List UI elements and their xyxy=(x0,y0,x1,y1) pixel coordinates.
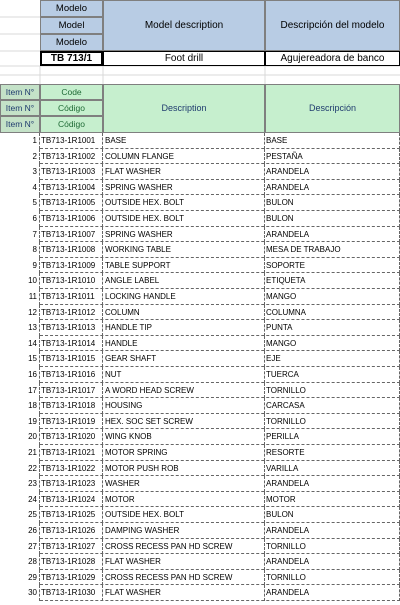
table-row xyxy=(0,507,400,523)
part-description-es: BASE xyxy=(265,133,400,149)
item-number-header-es-2: Item N° xyxy=(0,116,40,133)
part-code: TB713-1R1025 xyxy=(40,507,103,523)
table-row xyxy=(0,133,400,149)
part-description: MOTOR SPRING xyxy=(103,445,265,461)
part-code: TB713-1R1019 xyxy=(40,414,103,430)
part-description: HEX. SOC SET SCREW xyxy=(103,414,265,430)
part-code: TB713-1R1015 xyxy=(40,351,103,367)
part-description-es: BULON xyxy=(265,211,400,227)
part-description: OUTSIDE HEX. BOLT xyxy=(103,195,265,211)
model-code: TB 713/1 xyxy=(40,51,103,66)
part-code: TB713-1R1001 xyxy=(40,133,103,149)
table-row xyxy=(0,195,400,211)
modelo-label: Modelo xyxy=(40,0,103,17)
model-name: Foot drill xyxy=(103,51,265,66)
part-description: GEAR SHAFT xyxy=(103,351,265,367)
part-description: BASE xyxy=(103,133,265,149)
part-description: A WORD HEAD SCREW xyxy=(103,383,265,399)
table-row xyxy=(0,164,400,180)
descripcion-header: Descripción xyxy=(265,84,400,133)
item-number: 5 xyxy=(0,195,40,211)
part-code: TB713-1R1023 xyxy=(40,476,103,492)
table-row xyxy=(0,180,400,196)
table-row xyxy=(0,149,400,165)
table-row xyxy=(0,383,400,399)
table-row xyxy=(0,305,400,321)
part-code: TB713-1R1005 xyxy=(40,195,103,211)
part-description: HANDLE TIP xyxy=(103,320,265,336)
part-description-es: SOPORTE xyxy=(265,258,400,274)
part-code: TB713-1R1022 xyxy=(40,461,103,477)
part-description-es: TORNILLO xyxy=(265,414,400,430)
table-row xyxy=(0,585,400,601)
part-code: TB713-1R1030 xyxy=(40,585,103,601)
part-description-es: ARANDELA xyxy=(265,227,400,243)
model-description-header: Model description xyxy=(103,0,265,51)
item-number: 22 xyxy=(0,461,40,477)
item-number-header: Item N° xyxy=(0,84,40,100)
model-label: Model xyxy=(40,17,103,34)
table-row xyxy=(0,429,400,445)
part-code: TB713-1R1029 xyxy=(40,570,103,586)
part-description: LOCKING HANDLE xyxy=(103,289,265,305)
item-number: 15 xyxy=(0,351,40,367)
part-description: FLAT WASHER xyxy=(103,164,265,180)
part-description-es: MESA DE TRABAJO xyxy=(265,242,400,258)
table-row xyxy=(0,461,400,477)
part-description: SPRING WASHER xyxy=(103,180,265,196)
row-divider xyxy=(40,600,400,601)
part-description: COLUMN FLANGE xyxy=(103,149,265,165)
part-description-es: BULON xyxy=(265,195,400,211)
item-number: 27 xyxy=(0,539,40,555)
part-description: FLAT WASHER xyxy=(103,554,265,570)
part-description: WORKING TABLE xyxy=(103,242,265,258)
part-description-es: CARCASA xyxy=(265,398,400,414)
part-description: HANDLE xyxy=(103,336,265,352)
table-row xyxy=(0,227,400,243)
part-code: TB713-1R1014 xyxy=(40,336,103,352)
part-code: TB713-1R1013 xyxy=(40,320,103,336)
table-row xyxy=(0,258,400,274)
table-row xyxy=(0,523,400,539)
table-row xyxy=(0,554,400,570)
item-number: 18 xyxy=(0,398,40,414)
part-description-es: ARANDELA xyxy=(265,554,400,570)
part-code: TB713-1R1009 xyxy=(40,258,103,274)
table-header xyxy=(0,84,400,133)
table-row xyxy=(0,492,400,508)
table-row xyxy=(0,273,400,289)
part-description-es: TORNILLO xyxy=(265,570,400,586)
part-description-es: RESORTE xyxy=(265,445,400,461)
table-row xyxy=(0,351,400,367)
table-row xyxy=(0,242,400,258)
item-number: 3 xyxy=(0,164,40,180)
part-description: WASHER xyxy=(103,476,265,492)
part-code: TB713-1R1027 xyxy=(40,539,103,555)
item-number: 7 xyxy=(0,227,40,243)
item-number: 13 xyxy=(0,320,40,336)
item-number: 16 xyxy=(0,367,40,383)
table-row xyxy=(0,445,400,461)
item-number-header-es: Item N° xyxy=(0,100,40,116)
part-description: COLUMN xyxy=(103,305,265,321)
part-description: CROSS RECESS PAN HD SCREW xyxy=(103,539,265,555)
item-number: 20 xyxy=(0,429,40,445)
item-number: 8 xyxy=(0,242,40,258)
part-code: TB713-1R1004 xyxy=(40,180,103,196)
part-description: DAMPING WASHER xyxy=(103,523,265,539)
part-description-es: TORNILLO xyxy=(265,539,400,555)
part-description: HOUSING xyxy=(103,398,265,414)
code-header: Code xyxy=(40,84,103,100)
part-code: TB713-1R1017 xyxy=(40,383,103,399)
part-code: TB713-1R1002 xyxy=(40,149,103,165)
codigo-header: Código xyxy=(40,100,103,116)
part-description: WING KNOB xyxy=(103,429,265,445)
item-number: 29 xyxy=(0,570,40,586)
part-description-es: EJE xyxy=(265,351,400,367)
part-description: MOTOR xyxy=(103,492,265,508)
table-row xyxy=(0,320,400,336)
part-description-es: MANGO xyxy=(265,289,400,305)
table-row xyxy=(0,398,400,414)
item-number: 19 xyxy=(0,414,40,430)
table-row xyxy=(0,289,400,305)
part-code: TB713-1R1003 xyxy=(40,164,103,180)
part-description: OUTSIDE HEX. BOLT xyxy=(103,507,265,523)
item-number: 4 xyxy=(0,180,40,196)
part-description-es: COLUMNA xyxy=(265,305,400,321)
modelo-label-2: Modelo xyxy=(40,34,103,51)
part-code: TB713-1R1020 xyxy=(40,429,103,445)
item-number: 12 xyxy=(0,305,40,321)
part-code: TB713-1R1007 xyxy=(40,227,103,243)
part-code: TB713-1R1011 xyxy=(40,289,103,305)
item-number: 25 xyxy=(0,507,40,523)
part-description-es: VARILLA xyxy=(265,461,400,477)
item-number: 28 xyxy=(0,554,40,570)
item-number: 10 xyxy=(0,273,40,289)
part-code: TB713-1R1016 xyxy=(40,367,103,383)
model-header xyxy=(40,0,400,66)
item-number: 23 xyxy=(0,476,40,492)
part-description: OUTSIDE HEX. BOLT xyxy=(103,211,265,227)
part-description: NUT xyxy=(103,367,265,383)
part-description: CROSS RECESS PAN HD SCREW xyxy=(103,570,265,586)
part-description-es: PESTAÑA xyxy=(265,149,400,165)
part-code: TB713-1R1024 xyxy=(40,492,103,508)
item-number: 1 xyxy=(0,133,40,149)
item-number: 6 xyxy=(0,211,40,227)
part-description-es: ETIQUETA xyxy=(265,273,400,289)
part-description-es: MOTOR xyxy=(265,492,400,508)
part-code: TB713-1R1006 xyxy=(40,211,103,227)
description-header: Description xyxy=(103,84,265,133)
item-number: 26 xyxy=(0,523,40,539)
item-number: 24 xyxy=(0,492,40,508)
part-description-es: ARANDELA xyxy=(265,585,400,601)
part-code: TB713-1R1026 xyxy=(40,523,103,539)
item-number: 9 xyxy=(0,258,40,274)
part-description: TABLE SUPPORT xyxy=(103,258,265,274)
part-description-es: ARANDELA xyxy=(265,180,400,196)
table-row xyxy=(0,476,400,492)
part-description-es: BULON xyxy=(265,507,400,523)
table-row xyxy=(0,539,400,555)
item-number: 2 xyxy=(0,149,40,165)
table-row xyxy=(0,211,400,227)
item-number: 30 xyxy=(0,585,40,601)
part-description-es: PERILLA xyxy=(265,429,400,445)
model-name-es: Agujereadora de banco xyxy=(265,51,400,66)
part-code: TB713-1R1021 xyxy=(40,445,103,461)
part-code: TB713-1R1010 xyxy=(40,273,103,289)
part-description: SPRING WASHER xyxy=(103,227,265,243)
part-description-es: ARANDELA xyxy=(265,523,400,539)
part-description: MOTOR PUSH ROB xyxy=(103,461,265,477)
table-row xyxy=(0,336,400,352)
item-number: 17 xyxy=(0,383,40,399)
part-description-es: MANGO xyxy=(265,336,400,352)
part-description-es: TORNILLO xyxy=(265,383,400,399)
table-row xyxy=(0,367,400,383)
part-description-es: TUERCA xyxy=(265,367,400,383)
item-number: 11 xyxy=(0,289,40,305)
table-row xyxy=(0,570,400,586)
codigo-header-2: Código xyxy=(40,116,103,133)
part-code: TB713-1R1012 xyxy=(40,305,103,321)
part-code: TB713-1R1028 xyxy=(40,554,103,570)
part-description-es: PUNTA xyxy=(265,320,400,336)
part-description-es: ARANDELA xyxy=(265,476,400,492)
item-number: 14 xyxy=(0,336,40,352)
part-description: ANGLE LABEL xyxy=(103,273,265,289)
model-description-es-header: Descripción del modelo xyxy=(265,0,400,51)
item-number: 21 xyxy=(0,445,40,461)
part-code: TB713-1R1018 xyxy=(40,398,103,414)
part-description-es: ARANDELA xyxy=(265,164,400,180)
part-code: TB713-1R1008 xyxy=(40,242,103,258)
table-row xyxy=(0,414,400,430)
part-description: FLAT WASHER xyxy=(103,585,265,601)
